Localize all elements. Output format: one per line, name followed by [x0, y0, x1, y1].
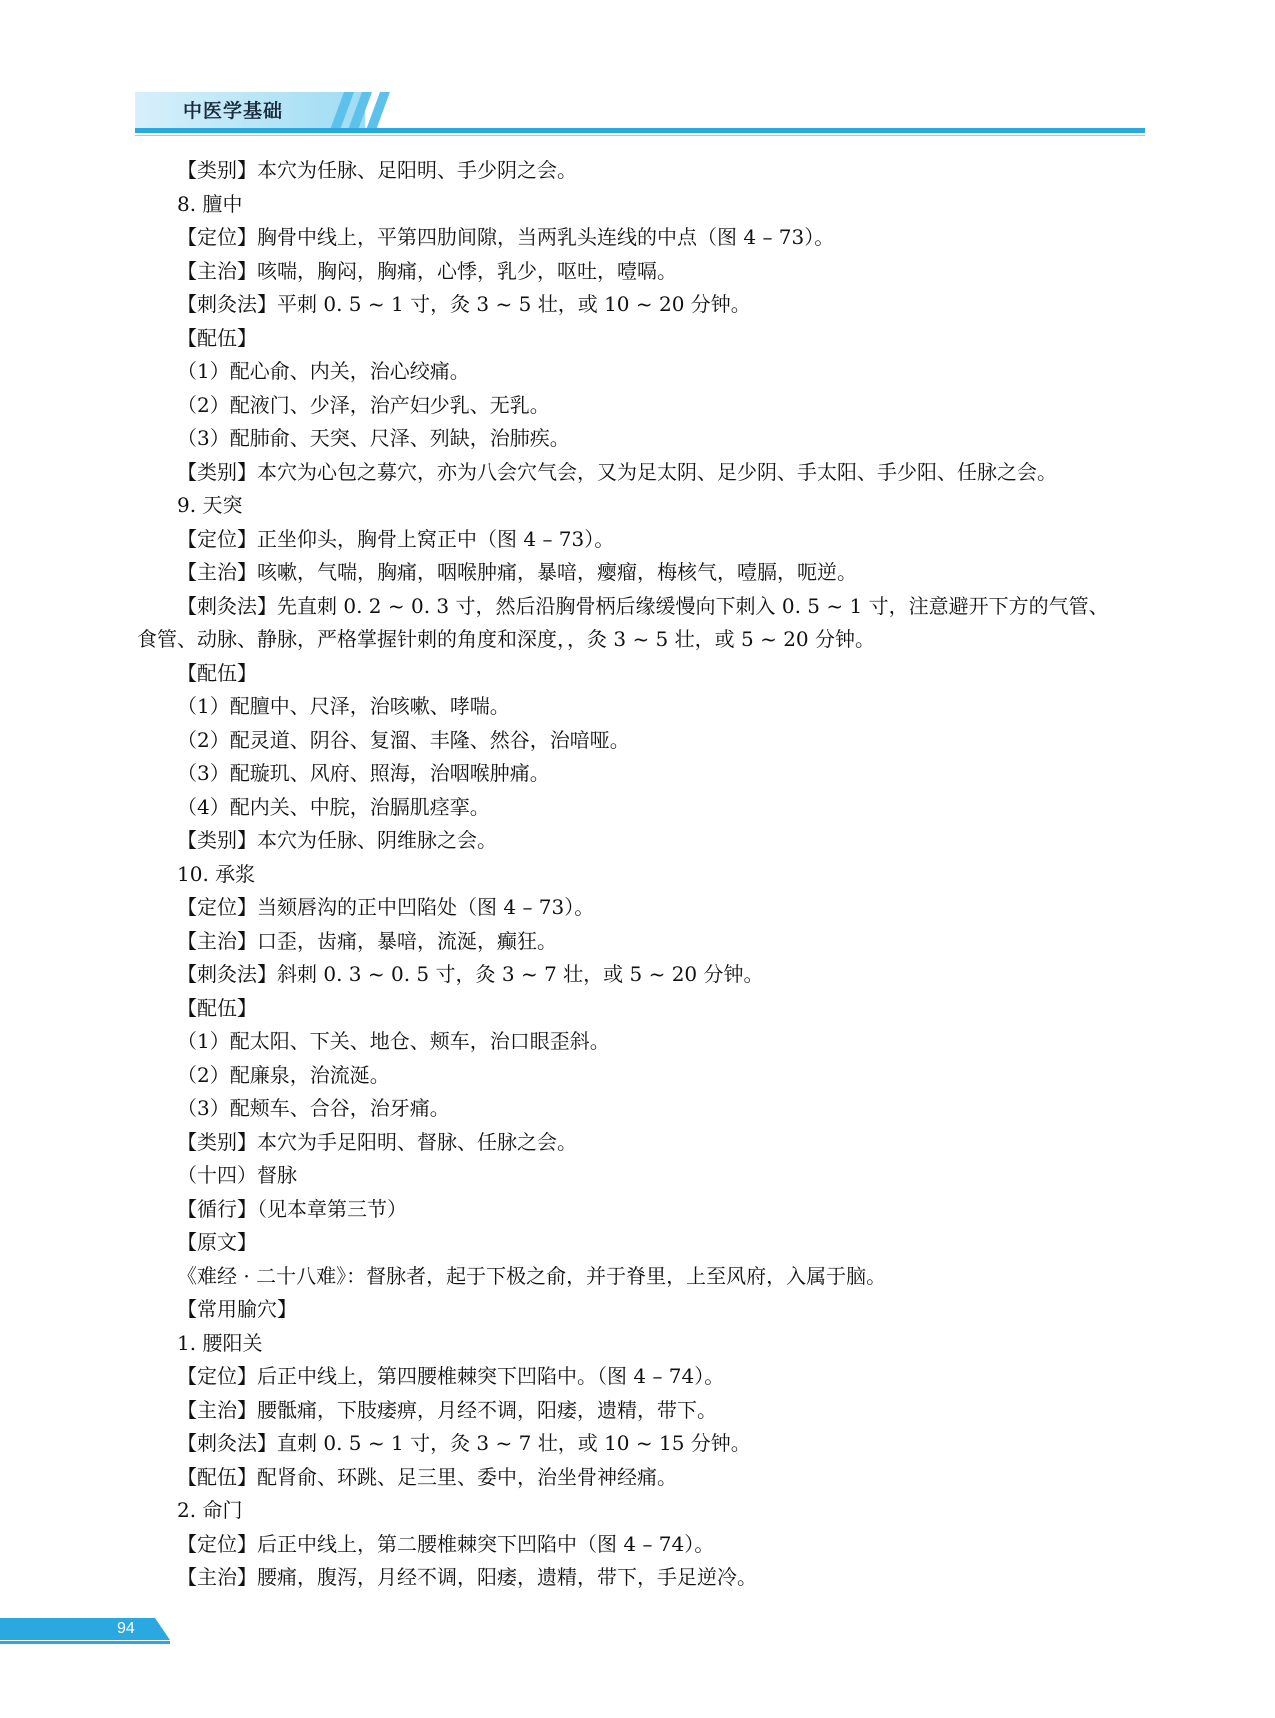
text-line: 【定位】后正中线上，第二腰椎棘突下凹陷中（图 4 – 74）。	[177, 1531, 715, 1556]
text-line: （3）配肺俞、天突、尺泽、列缺，治肺疾。	[177, 426, 570, 450]
text-line: （2）配廉泉，治流涎。	[177, 1062, 390, 1087]
text-line: 【类别】本穴为任脉、足阳明、手少阴之会。	[177, 158, 577, 182]
text-line: （4）配内关、中脘，治膈肌痉挛。	[177, 794, 490, 819]
page-number: 94	[117, 1620, 135, 1637]
text-line: 【定位】正坐仰头，胸骨上窝正中（图 4 – 73）。	[177, 526, 615, 551]
text-line: 食管、动脉、静脉，严格掌握针刺的角度和深度，，灸 3 ~ 5 壮，或 5 ~ 20 分钟。	[137, 627, 875, 651]
text-line: 【主治】腰痛，腹泻，月经不调，阳痿，遗精，带下，手足逆冷。	[177, 1565, 757, 1589]
footer-rule	[0, 1641, 170, 1644]
text-line: （3）配颊车、合谷，治牙痛。	[177, 1096, 450, 1120]
text-line: 【常用腧穴】	[177, 1297, 297, 1321]
text-line: 【定位】胸骨中线上，平第四肋间隙，当两乳头连线的中点（图 4 – 73）。	[177, 225, 835, 249]
text-line: 【配伍】	[177, 325, 257, 350]
text-line: （1）配膻中、尺泽，治咳嗽、哮喘。	[177, 694, 510, 718]
text-line: 【主治】口歪，齿痛，暴喑，流涎，癫狂。	[177, 928, 557, 953]
text-line: 【配伍】	[177, 660, 257, 685]
text-line: 【刺灸法】直刺 0. 5 ~ 1 寸，灸 3 ~ 7 壮，或 10 ~ 15 分钟。	[177, 1431, 751, 1455]
text-line: 10. 承浆	[177, 861, 256, 886]
footer-page-tab	[0, 1618, 170, 1640]
text-line: （1）配太阳、下关、地仓、颊车，治口眼歪斜。	[177, 1029, 610, 1053]
header-stripes-decoration	[330, 92, 400, 130]
text-line: 【刺灸法】斜刺 0. 3 ~ 0. 5 寸，灸 3 ~ 7 壮，或 5 ~ 20 分钟。	[177, 962, 764, 986]
text-line: 【主治】腰骶痛，下肢痿痹，月经不调，阳痿，遗精，带下。	[177, 1397, 717, 1422]
text-line: 【配伍】配肾俞、环跳、足三里、委中，治坐骨神经痛。	[177, 1464, 677, 1489]
text-line: 9. 天突	[177, 493, 243, 517]
text-line: 8. 膻中	[177, 191, 243, 216]
text-line: 【刺灸法】平刺 0. 5 ~ 1 寸，灸 3 ~ 5 壮，或 10 ~ 20 分钟。	[177, 292, 751, 316]
text-line: 【原文】	[177, 1230, 257, 1254]
text-line: （2）配液门、少泽，治产妇少乳、无乳。	[177, 392, 550, 417]
text-line: 【刺灸法】先直刺 0. 2 ~ 0. 3 寸，然后沿胸骨柄后缘缓慢向下刺入 0. 5 ~ 1 寸，注意避开下方的气管、	[177, 593, 1109, 618]
text-line: 【类别】本穴为任脉、阴维脉之会。	[177, 828, 497, 852]
header-rule	[135, 128, 1145, 133]
text-line: 【定位】当颏唇沟的正中凹陷处（图 4 – 73）。	[177, 895, 595, 919]
text-line: 【类别】本穴为手足阳明、督脉、任脉之会。	[177, 1129, 577, 1154]
text-line: （2）配灵道、阴谷、复溜、丰隆、然谷，治喑哑。	[177, 727, 630, 752]
text-line: 2. 命门	[177, 1498, 243, 1522]
header-rule-thin	[135, 135, 1145, 136]
text-line: 【配伍】	[177, 995, 257, 1020]
text-line: 【定位】后正中线上，第四腰椎棘突下凹陷中。（图 4 – 74）。	[177, 1364, 725, 1388]
header-title: 中医学基础	[183, 100, 284, 122]
text-line: 《难经 · 二十八难》：督脉者，起于下极之俞，并于脊里，上至风府，入属于脑。	[177, 1263, 887, 1288]
text-line: 【类别】本穴为心包之募穴，亦为八会穴气会，又为足太阴、足少阴、手太阳、手少阳、任脉之会。	[177, 459, 1057, 484]
text-line: （十四）督脉	[177, 1163, 297, 1187]
page-body	[137, 154, 1147, 1595]
running-header	[0, 0, 1275, 140]
text-line: 1. 腰阳关	[177, 1330, 263, 1355]
text-line: 【主治】咳嗽，气喘，胸痛，咽喉肿痛，暴喑，瘿瘤，梅核气，噎膈，呃逆。	[177, 560, 857, 584]
text-line: 【循行】（见本章第三节）	[177, 1196, 407, 1221]
text-line: （3）配璇玑、风府、照海，治咽喉肿痛。	[177, 761, 550, 785]
text-line: 【主治】咳喘，胸闷，胸痛，心悸，乳少，呕吐，噎嗝。	[177, 258, 677, 283]
text-line: （1）配心俞、内关，治心绞痛。	[177, 359, 470, 383]
